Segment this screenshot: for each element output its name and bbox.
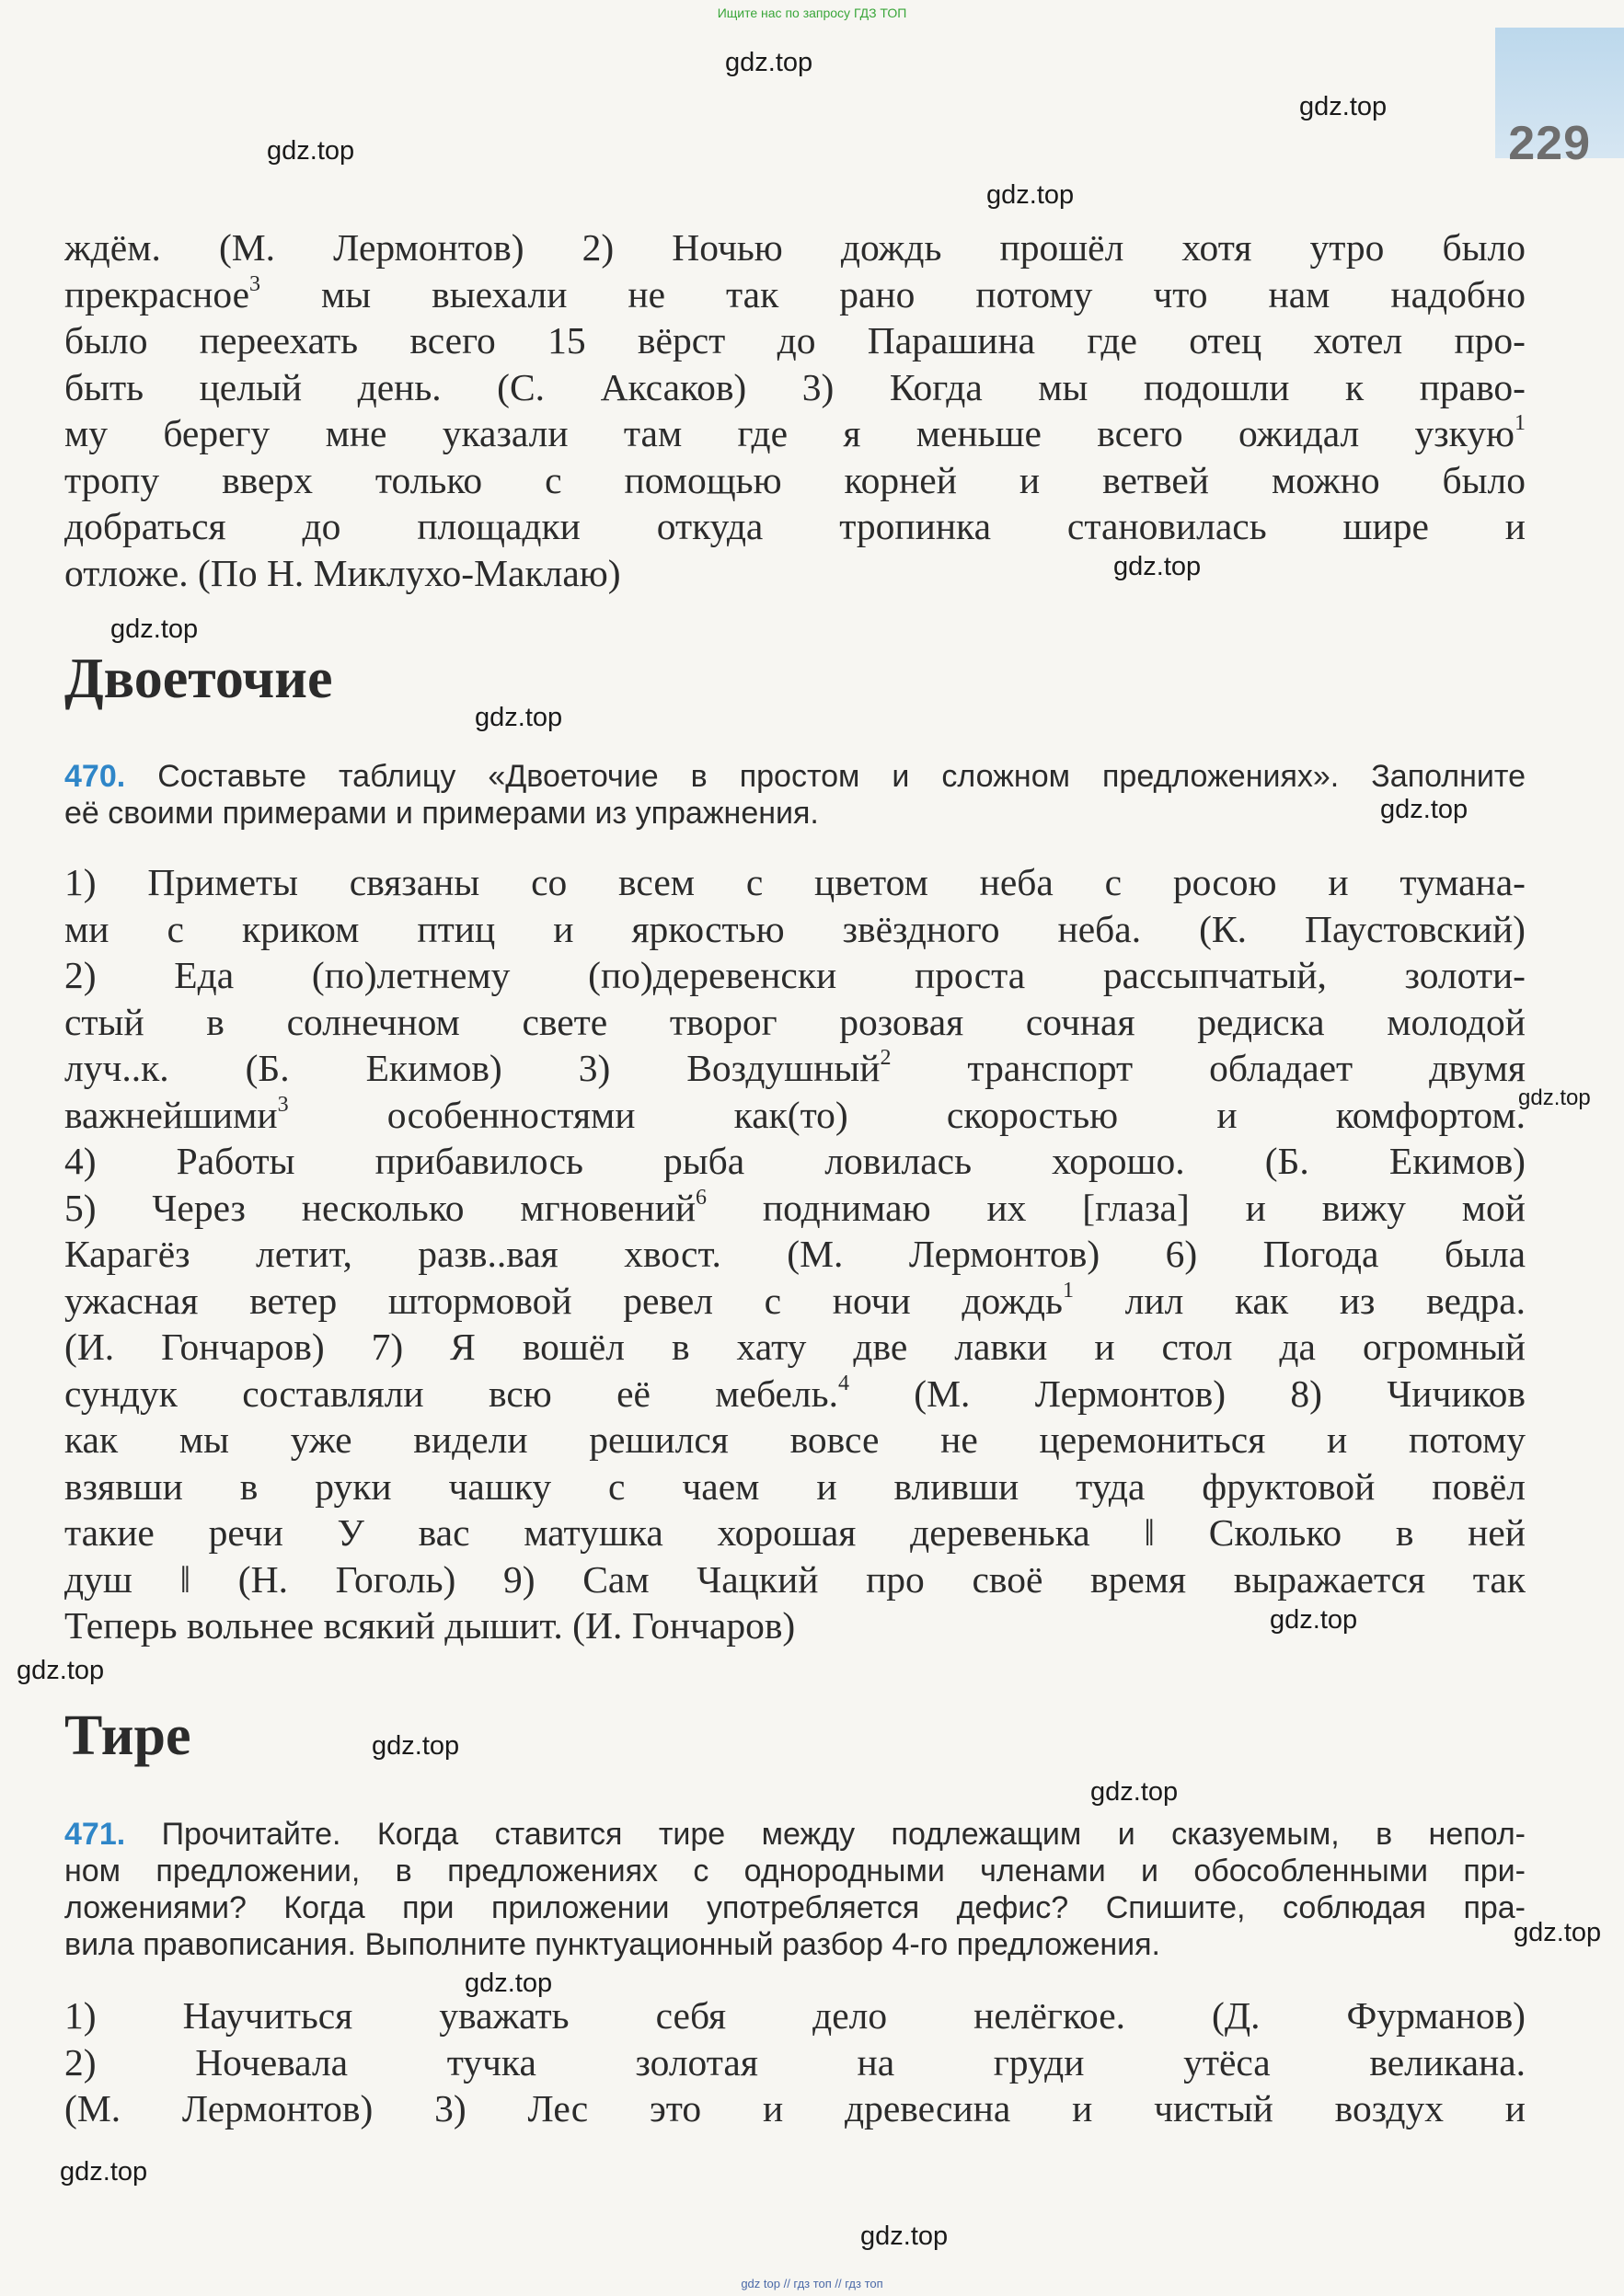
text-line: было переехать всего 15 вёрст до Парашина где отец хотел про- [64,319,1526,362]
text-line: 1) Приметы связаны со всем с цветом неба с росою и тумана- [64,861,1526,903]
section-heading-dash: Тире [64,1705,191,1767]
watermark: gdz.top [986,180,1075,210]
text-line: тропу вверх только с помощью корней и ветвей можно было [64,458,1526,501]
text-line: 4) Работы прибавилось рыба ловилась хорошо. (Б. Екимов) [64,1140,1526,1182]
page-number: 229 [1508,117,1591,170]
task-471 [64,1816,1526,1963]
text-line: (И. Гончаров) 7) Я вошёл в хату две лавки и стол да огромный [64,1326,1526,1368]
top-banner: Ищите нас по запросу ГДЗ ТОП [717,6,907,20]
watermark: gdz.top [372,1731,460,1761]
watermark: gdz.top [475,703,563,732]
watermark: gdz.top [725,48,813,77]
text-line: прекрасное$^3$ мы выехали не так рано потому что нам надобно [64,271,1526,316]
text-line: такие речи У вас матушка хорошая деревенька ‖ Сколько в ней [64,1511,1526,1554]
watermark: gdz.top [1514,1918,1602,1947]
task-text-line: Составьте таблицу «Двоеточие в простом и сложном предложениях». Заполните [157,759,1526,794]
text-line: 2) Еда (по)летнему (по)деревенски проста рассыпчатый, золоти- [64,954,1526,996]
watermark: gdz.top [860,2221,949,2251]
watermark: gdz.top [1299,92,1388,121]
footnote-marker: 6 [696,1185,708,1210]
section-heading-colon: Двоеточие [64,648,333,710]
footer-watermark: gdz top // гдз топ // гдз топ [741,2277,883,2290]
footnote-marker: 1 [1062,1278,1074,1303]
text-line: 5) Через несколько мгновений$^6$ поднимаю их [глаза] и вижу мой [64,1185,1526,1229]
watermark: gdz.top [1518,1085,1591,1110]
footnote-marker: 4 [837,1371,849,1395]
footnote-marker: 2 [880,1046,892,1070]
watermark: gdz.top [110,614,199,644]
exercise-470-text [64,859,1526,1649]
task-text-line: вила правописания. Выполните пунктуационный разбор 4-го предложения. [64,1927,1160,1962]
exercise-471-text [64,1992,1526,2132]
footnote-marker: 3 [249,271,261,296]
text-line: сундук составляли всю её мебель.$^4$ (М. Лермонтов) 8) Чичиков [64,1371,1526,1415]
task-number: 470. [64,759,126,794]
watermark: gdz.top [1113,552,1202,581]
text-line: отложе. (По Н. Миклухо-Маклаю) [64,551,621,594]
text-line: добраться до площадки откуда тропинка становилась шире и [64,505,1526,547]
text-line: ужасная ветер штормовой ревел с ночи дождь$^1$ лил как из ведра. [64,1278,1526,1322]
text-line: Теперь вольнее всякий дышит. (И. Гончаров) [64,1604,796,1647]
watermark: gdz.top [267,136,355,166]
task-text-line: ложениями? Когда при приложении употребляется дефис? Спишите, соблюдая пра- [64,1890,1526,1925]
text-line: как мы уже видели решился вовсе не церемониться и потому [64,1418,1526,1461]
task-text-line: её своими примерами и примерами из упражнения. [64,796,819,831]
watermark: gdz.top [1270,1605,1358,1635]
text-line: душ ‖ (Н. Гоголь) 9) Сам Чацкий про своё время выражается так [64,1557,1526,1601]
text-line: (М. Лермонтов) 3) Лес это и древесина и чистый воздух и [64,2087,1526,2130]
text-line: му берегу мне указали там где я меньше всего ожидал узкую$^1$ [64,411,1526,454]
task-text-line: ном предложении, в предложениях с однородными членами и обособленными при- [64,1854,1526,1888]
task-470 [64,758,1526,832]
footnote-marker: 1 [1515,411,1526,435]
exercise-text-continued [64,224,1526,596]
text-line: луч..к. (Б. Екимов) 3) Воздушный$^2$ транспорт обладает двумя [64,1046,1526,1089]
watermark: gdz.top [465,1969,553,1998]
watermark: gdz.top [17,1656,105,1685]
watermark: gdz.top [1090,1777,1179,1807]
text-line: стый в солнечном свете творог розовая сочная редиска молодой [64,1000,1526,1043]
task-number: 471. [64,1817,126,1852]
text-line: 2) Ночевала тучка золотая на груди утёса великана. [64,2040,1526,2084]
text-line: Карагёз летит, разв..вая хвост. (М. Лермонтов) 6) Погода была [64,1233,1526,1275]
footnote-marker: 3 [277,1092,289,1117]
watermark: gdz.top [60,2157,148,2187]
text-line: быть целый день. (С. Аксаков) 3) Когда мы подошли к право- [64,365,1526,408]
text-line: ми с криком птиц и яркостью звёздного неба. (К. Паустовский) [64,907,1526,950]
text-line: важнейшими$^3$ особенностями как(то) скоростью и комфортом. [64,1092,1526,1136]
text-line: ждём. (М. Лермонтов) 2) Ночью дождь прошёл хотя утро было [64,226,1526,269]
text-line: 1) Научиться уважать себя дело нелёгкое. (Д. Фурманов) [64,1994,1526,2037]
watermark: gdz.top [1380,795,1469,824]
text-line: взявши в руки чашку с чаем и вливши туда фруктовой повёл [64,1464,1526,1508]
task-text-line: Прочитайте. Когда ставится тире между подлежащим и сказуемым, в непол- [161,1817,1526,1852]
